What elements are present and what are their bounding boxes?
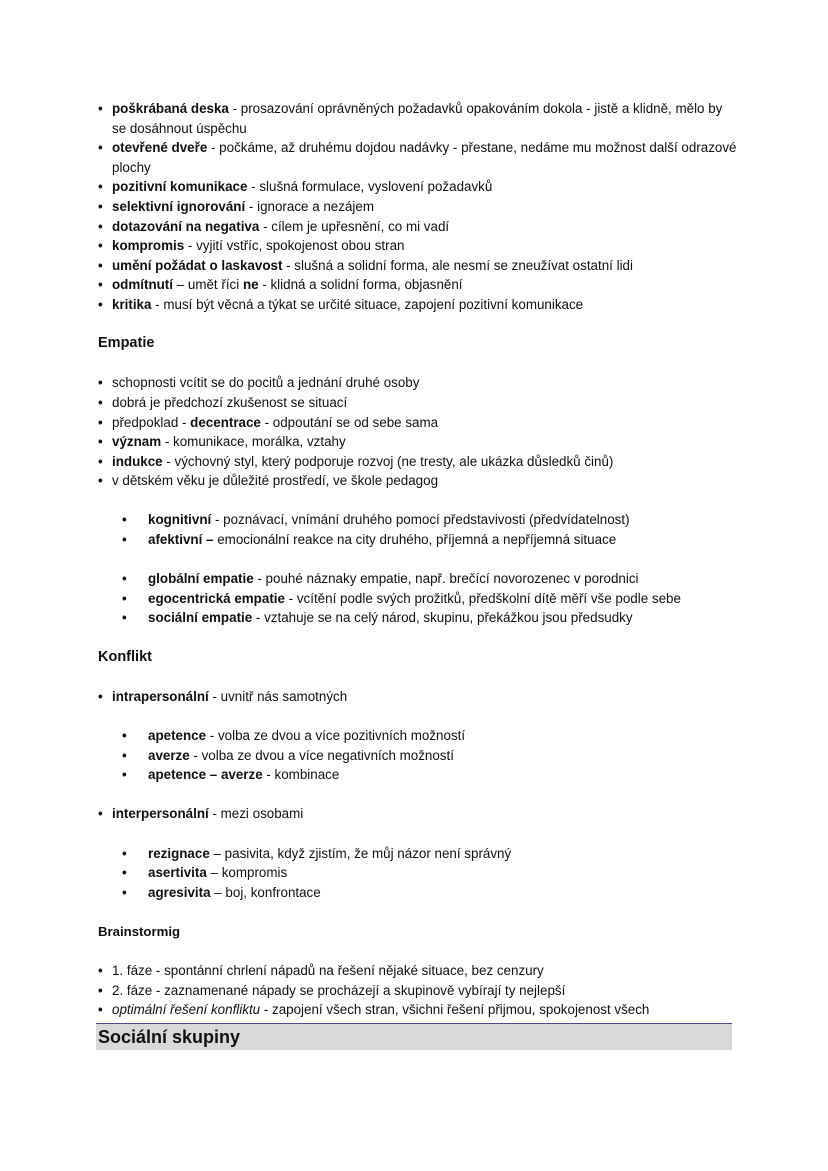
term: egocentrická empatie [148,590,285,606]
description: - slušná a solidní forma, ale nesmí se zneužívat ostatní lidi [282,257,633,273]
list-item [98,452,738,472]
term: agresivita [148,884,211,900]
list-item [98,256,738,276]
konflikt-intra-sub [98,726,738,785]
description: – pasivita, když zjistím, že můj názor není správný [209,845,512,861]
list-item [98,863,738,883]
term: intrapersonální [112,688,209,704]
description: předpoklad - [112,414,191,430]
term: decentrace [190,414,261,430]
list-item [98,217,738,237]
description: - slušná formulace, vyslovení požadavků [247,179,493,195]
section-heading: Sociální skupiny [98,1027,241,1047]
list-item [98,1000,738,1020]
term: kritika [112,296,152,312]
term: afektivní – [148,532,214,548]
term: globální empatie [148,571,254,587]
empatie-list [98,373,738,491]
document-body [98,99,738,1020]
list-item [98,138,738,177]
description: - zapojení všech stran, všichni řešení přijmou, spokojenost všech [260,1002,650,1018]
section-heading-bar [96,1023,732,1050]
description: - komunikace, morálka, vztahy [161,434,346,450]
list-item [98,608,738,628]
term: rezignace [148,845,210,861]
description: - odpoutání se od sebe sama [260,414,439,430]
list-item [98,177,738,197]
description: - uvnitř nás samotných [208,688,348,704]
list-item [98,510,738,530]
description: - prosazování oprávněných požadavků opakováním dokola - jistě a klidně, mělo by se dosáhnout úspěchu [112,101,723,136]
description: – kompromis [206,865,288,881]
description: - pouhé náznaky empatie, např. brečící novorozenec v porodnici [253,571,639,587]
heading-brainstorming: Brainstormig [98,923,181,939]
list-item [98,746,738,766]
brainstorming-list [98,961,738,1020]
description: - mezi osobami [208,806,304,822]
list-item: • schopnosti vcítit se do pocitů a jednání druhé osoby [98,373,738,393]
technique-list [98,99,738,315]
description: - vztahuje se na celý národ, skupinu, překážkou jsou předsudky [252,610,633,626]
description: - počkáme, až druhému dojdou nadávky - přestane, nedáme mu možnost další odrazové plochy [112,140,737,175]
empatie-types-list [98,510,738,549]
list-item [98,413,738,433]
term: apetence – averze [148,767,263,783]
list-item [98,804,738,824]
list-item [98,883,738,903]
list-item [98,530,738,550]
term: asertivita [148,865,207,881]
term: optimální řešení konfliktu [112,1002,261,1018]
list-item [98,275,738,295]
konflikt-inter [98,804,738,824]
list-item [98,197,738,217]
list-item [98,589,738,609]
description: - klidná a solidní forma, objasnění [258,277,463,293]
term: umění požádat o laskavost [112,257,283,273]
description: - vcítění podle svých prožitků, předškolní dítě měří vše podle sebe [284,590,681,606]
term: sociální empatie [148,610,253,626]
empatie-stages-list [98,569,738,628]
list-item [98,99,738,138]
description: - volba ze dvou a více pozitivních možností [206,728,466,743]
heading-konflikt: Konflikt [98,648,152,665]
list-item [98,432,738,452]
term: poškrábaná deska [112,101,229,116]
term: kognitivní [148,512,212,528]
term: pozitivní komunikace [112,179,248,195]
description: - kombinace [262,767,340,783]
list-item [98,726,738,746]
description: - poznávací, vnímání druhého pomocí představivosti (předvídatelnost) [211,512,630,528]
description: – umět říci [172,277,243,293]
list-item [98,295,738,315]
term: dotazování na negativa [112,218,260,234]
description: - musí být věcná a týkat se určité situace, zapojení pozitivní komunikace [151,296,584,312]
description: - cílem je upřesnění, co mi vadí [259,218,450,234]
description: – boj, konfrontace [210,884,321,900]
heading-empatie: Empatie [98,335,155,352]
konflikt-intra [98,687,738,707]
term: kompromis [112,238,185,254]
description: - ignorace a nezájem [245,198,374,214]
list-item: • 2. fáze - zaznamenané nápady se procházejí a skupinově vybírají ty nejlepší [98,981,738,1001]
term: odmítnutí [112,277,173,293]
description: - vyjití vstříc, spokojenost obou stran [184,238,405,254]
list-item: • 1. fáze - spontánní chrlení nápadů na řešení nějaké situace, bez cenzury [98,961,738,981]
term: selektivní ignorování [112,198,246,214]
description: emocionální reakce na city druhého, příjemná a nepříjemná situace [213,532,617,548]
description: - výchovný styl, který podporuje rozvoj (ne tresty, ale ukázka důsledků činů) [162,453,614,469]
list-item [98,236,738,256]
konflikt-inter-sub [98,844,738,903]
list-item: • v dětském věku je důležité prostředí, ve škole pedagog [98,471,738,491]
list-item [98,569,738,589]
term: averze [148,747,190,763]
list-item [98,844,738,864]
term: indukce [112,453,163,469]
list-item [98,687,738,707]
term: otevřené dveře [112,140,208,156]
term: význam [112,434,162,450]
term: interpersonální [112,806,209,822]
list-item [98,765,738,785]
description: - volba ze dvou a více negativních možností [189,747,454,763]
term: ne [242,277,259,293]
term: apetence [148,728,207,743]
list-item: • dobrá je předchozí zkušenost se situací [98,393,738,413]
